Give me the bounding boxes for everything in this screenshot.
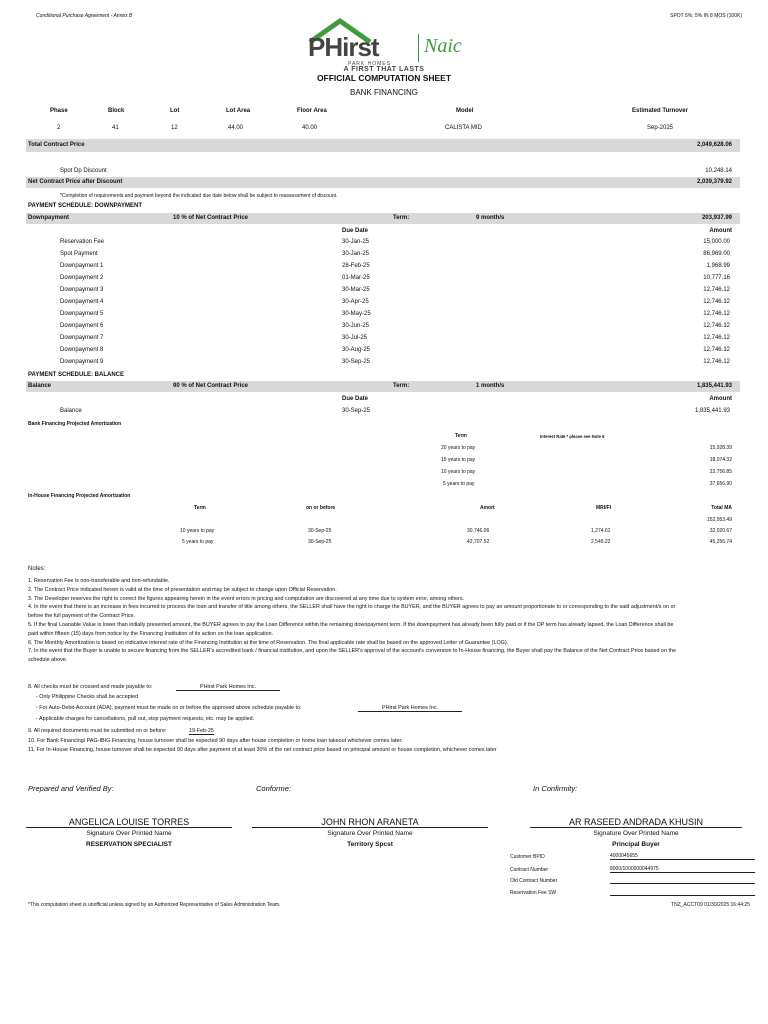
bank-title: Bank Financing Projected Amortization [28, 421, 122, 427]
hdr-model: Model [456, 108, 474, 114]
old-contract-label: Old Contract Number [510, 878, 558, 884]
conforme-label: Conforme: [256, 784, 292, 793]
bal-amount-header: Amount [709, 396, 732, 402]
val-floor-area: 40.00 [302, 125, 318, 131]
sig2-caption: Signature Over Printed Name [327, 830, 413, 837]
bank-term-2: 10 years to pay [441, 469, 476, 475]
notes-title: Notes: [28, 566, 46, 572]
sig2-name: JOHN RHON ARANETA [252, 817, 488, 828]
tcp-label: Total Contract Price [28, 142, 85, 148]
note-8-payee: PHirst Park Homes Inc. [176, 684, 280, 691]
logo-brand: PHirst [308, 32, 379, 62]
doc-title: OFFICIAL COMPUTATION SHEET [316, 73, 452, 83]
resfee-value [610, 889, 755, 896]
notes-list [28, 577, 676, 665]
table-row: Reservation Fee 30-Jan-25 15,000.00 [60, 239, 730, 245]
bal-due-header: Due Date [342, 396, 369, 402]
bal-section-title: PAYMENT SCHEDULE: BALANCE [28, 372, 125, 378]
resfee-label: Reservation Fee SW [510, 890, 557, 896]
note-9-label: 9. All required documents must be submitted on or before: [28, 728, 167, 734]
table-row: Downpayment 2 01-Mar-25 10,777.16 [60, 275, 730, 281]
bank-amount-0: 15,928.39 [709, 445, 732, 451]
dp-due-header: Due Date [342, 228, 369, 234]
bal-term: 1 month/s [476, 383, 505, 389]
note-8-b: - For Auto-Debit-Account (ADA), payment must be made on or before the approved above schedule payable to: [36, 705, 302, 711]
ih-top-total: 152,953.49 [706, 517, 732, 523]
ih-term-1: 5 years to pay [182, 539, 214, 545]
inhouse-title: In-House Financing Projected Amortization [28, 493, 131, 499]
table-row: Spot Payment 30-Jan-25 86,969.00 [60, 251, 730, 257]
note-11: 11. For In-House Financing, house turnover shall be expected 90 days after payment of at least 30% of the net contract price based on principal amount or house completion, whichever comes later [28, 747, 497, 753]
hdr-floor-area: Floor Area [297, 108, 327, 114]
note-line: 7. In the event that the Buyer is unable to secure financing from the SELLER's accredited bank / financial institution, and upon the SELLER's approval of the account's conversion to In-House financing, the Buyer shall pay the Balance of the Net Contract Price based on the [28, 648, 676, 655]
tcp-band [26, 139, 740, 152]
discount-note: *Completion of requirements and payment beyond the indicated due date below shall be subject to reassessment of discount. [60, 193, 338, 199]
note-9-date: 19-Feb-25 [189, 728, 214, 734]
ih-amort-0: 30,746.06 [467, 528, 490, 534]
table-row: Downpayment 8 30-Aug-25 12,746.12 [60, 347, 730, 353]
ih-total-1: 45,256.74 [709, 539, 732, 545]
dp-label: Downpayment [28, 215, 70, 221]
table-row: Downpayment 1 28-Feb-25 1,968.99 [60, 263, 730, 269]
val-lot: 12 [171, 125, 178, 131]
ih-hdr-term: Term [194, 505, 206, 511]
val-block: 41 [112, 125, 119, 131]
note-line: 3. The Developer reserves the right to correct the figures appearing herein in the event errors in pricing and computation are discovered at any time due to system error, among others. [28, 595, 465, 602]
sig3-caption: Signature Over Printed Name [593, 830, 679, 837]
bank-term-0: 20 years to pay [441, 445, 476, 451]
bal-amount: 1,835,441.93 [696, 383, 732, 389]
dp-pct: 10 % of Net Contract Price [173, 215, 249, 221]
ih-hdr-date: on or before [306, 505, 336, 511]
note-8-c: - Applicable charges for cancellations, pull out, stop payment requests, etc. may be applied. [36, 716, 255, 722]
ih-hdr-total: Total MA [711, 505, 732, 511]
ih-hdr-mri: MRI/FI [596, 505, 611, 511]
table-row: Downpayment 9 30-Sep-25 12,746.12 [60, 359, 730, 365]
note-8-a: - Only Philippine Checks shall be accepted [36, 694, 139, 700]
dp-section-title: PAYMENT SCHEDULE: DOWNPAYMENT [28, 203, 143, 209]
bank-rate-note: Interest Rate * please see Note 6 [540, 434, 605, 439]
table-row: Downpayment 7 30-Jul-25 12,746.12 [60, 335, 730, 341]
sig1-role: RESERVATION SPECIALIST [86, 841, 172, 848]
val-lot-area: 44.00 [228, 125, 244, 131]
bal-label: Balance [28, 383, 52, 389]
old-contract-value [610, 877, 755, 884]
bpid-value: 4000045655 [610, 853, 755, 860]
dp-term: 9 month/s [476, 215, 505, 221]
ih-date-1: 30-Sep-25 [308, 539, 332, 545]
print-stamp: TNZ_ACCT09 01/30/2025 16:44:25 [671, 902, 750, 908]
dp-term-label: Term: [393, 215, 410, 221]
table-row: Downpayment 3 30-Mar-25 12,746.12 [60, 287, 730, 293]
bank-term-1: 15 years to pay [441, 457, 476, 463]
disclaimer: *This computation sheet is unofficial unless signed by an Authorized Representative of Sales Administration Team. [28, 902, 281, 908]
tcp-value: 2,049,628.06 [696, 142, 732, 148]
sig1-name: ANGELICA LOUISE TORRES [26, 817, 232, 828]
ncp-band [26, 177, 740, 188]
ih-mri-1: 2,549.22 [591, 539, 611, 545]
note-line: 6. The Monthly Amortization is based on indicative interest rate of the Financing Institution at the time of Reservation. The final applicable rate shall be based on the approved Letter of Guarantee (LOG). [28, 639, 509, 646]
doc-subtitle: BANK FINANCING [349, 88, 418, 97]
note-line: 2. The Contract Price indicated herein is valid at the time of presentation and may be subject to change upon Official Reservation. [28, 586, 337, 593]
bank-amount-3: 37,656.90 [709, 481, 732, 487]
table-row: Downpayment 5 30-May-25 12,746.12 [60, 311, 730, 317]
bpid-label: Customer BPID [510, 854, 545, 860]
bal-band [26, 381, 740, 392]
sig2-role: Territory Spcst [347, 841, 393, 848]
note-line: 5. If the final Loanable Value is lower than initially presented amount, the BUYER agrees to pay the Loan Difference within the remaining downpayment term. If the downpayment has already been fully paid or if the DP term has already lapsed, the Loan Difference shall be [28, 621, 674, 628]
note-line: schedule above. [28, 657, 68, 664]
note-10: 10. For Bank Financing/ PAG-IBIG Financing, house turnover shall be expected 90 days after house completion or home loan takeout whichever comes later. [28, 738, 403, 744]
hdr-turnover: Estimated Turnover [632, 108, 688, 114]
bal-term-label: Term: [393, 383, 410, 389]
prepared-label: Prepared and Verified By: [28, 784, 114, 793]
val-model: CALISTA MID [445, 125, 482, 131]
ih-date-0: 30-Sep-25 [308, 528, 332, 534]
logo-location: Naic [424, 35, 462, 57]
scheme-label: SPOT 5%; 5% IN 8 MOS (100K) [670, 13, 742, 19]
ih-amort-1: 42,707.52 [467, 539, 490, 545]
bank-term-header: Term [455, 433, 467, 439]
ih-mri-0: 1,274.61 [591, 528, 611, 534]
annex-label: Conditional Purchase Agreement - Annex B [36, 13, 133, 19]
hdr-phase: Phase [50, 108, 68, 114]
bank-amount-2: 22,756.85 [709, 469, 732, 475]
spot-discount-label: Spot Dp Discount [60, 168, 107, 174]
note-line: paid within fifteen (15) days from notice by the Financing Institution of its action on the loan application. [28, 630, 274, 637]
table-row: Balance 30-Sep-25 1,835,441.93 [60, 408, 730, 414]
note-line: 1. Reservation Fee is non-transferable and non-refundable. [28, 578, 170, 584]
dp-amount-header: Amount [709, 228, 732, 234]
ih-term-0: 10 years to pay [180, 528, 215, 534]
sig3-name: AR RASEED ANDRADA KHUSIN [530, 817, 742, 828]
dp-band [26, 213, 740, 224]
contract-value: 8000/1000000044975 [610, 866, 755, 873]
confirm-label: In Confirmity: [533, 784, 578, 793]
sig3-role: Principal Buyer [612, 841, 660, 848]
dp-amount: 203,937.99 [701, 215, 732, 221]
ih-total-0: 32,020.67 [709, 528, 732, 534]
val-phase: 2 [57, 125, 61, 131]
ih-hdr-amort: Amort [480, 505, 495, 511]
note-8-label: 8. All checks must be crossed and made payable to: [28, 684, 153, 690]
hdr-block: Block [108, 108, 125, 114]
note-line: before the full payment of the Contract Price. [28, 613, 135, 620]
bank-term-3: 5 years to pay [443, 481, 475, 487]
note-line: 4. In the event that there is an increase in fees incurred to process the loan and transfer of title among others, the SELLER shall have the right to charge the BUYER, and the BUYER agrees to pay an amount proportionate to or corresponding to the said adjustment/s on or [28, 604, 676, 611]
table-row: Downpayment 6 30-Jun-25 12,746.12 [60, 323, 730, 329]
spot-discount-value: 10,248.14 [705, 168, 732, 174]
val-turnover: Sep-2025 [647, 125, 674, 131]
table-row: Downpayment 4 30-Apr-25 12,746.12 [60, 299, 730, 305]
note-8-b-payee: PHirst Park Homes Inc. [358, 705, 462, 712]
logo-sub: PARK HOMES [348, 61, 391, 67]
ncp-value: 2,039,379.92 [696, 179, 732, 185]
ncp-label: Net Contract Price after Discount [28, 179, 123, 185]
hdr-lot: Lot [170, 108, 180, 114]
bank-amount-1: 18,074.32 [709, 457, 732, 463]
hdr-lot-area: Lot Area [226, 108, 251, 114]
contract-label: Contract Number [510, 867, 549, 873]
tagline: A FIRST THAT LASTS [343, 66, 425, 73]
sig1-caption: Signature Over Printed Name [86, 830, 172, 837]
bal-pct: 90 % of Net Contract Price [173, 383, 249, 389]
